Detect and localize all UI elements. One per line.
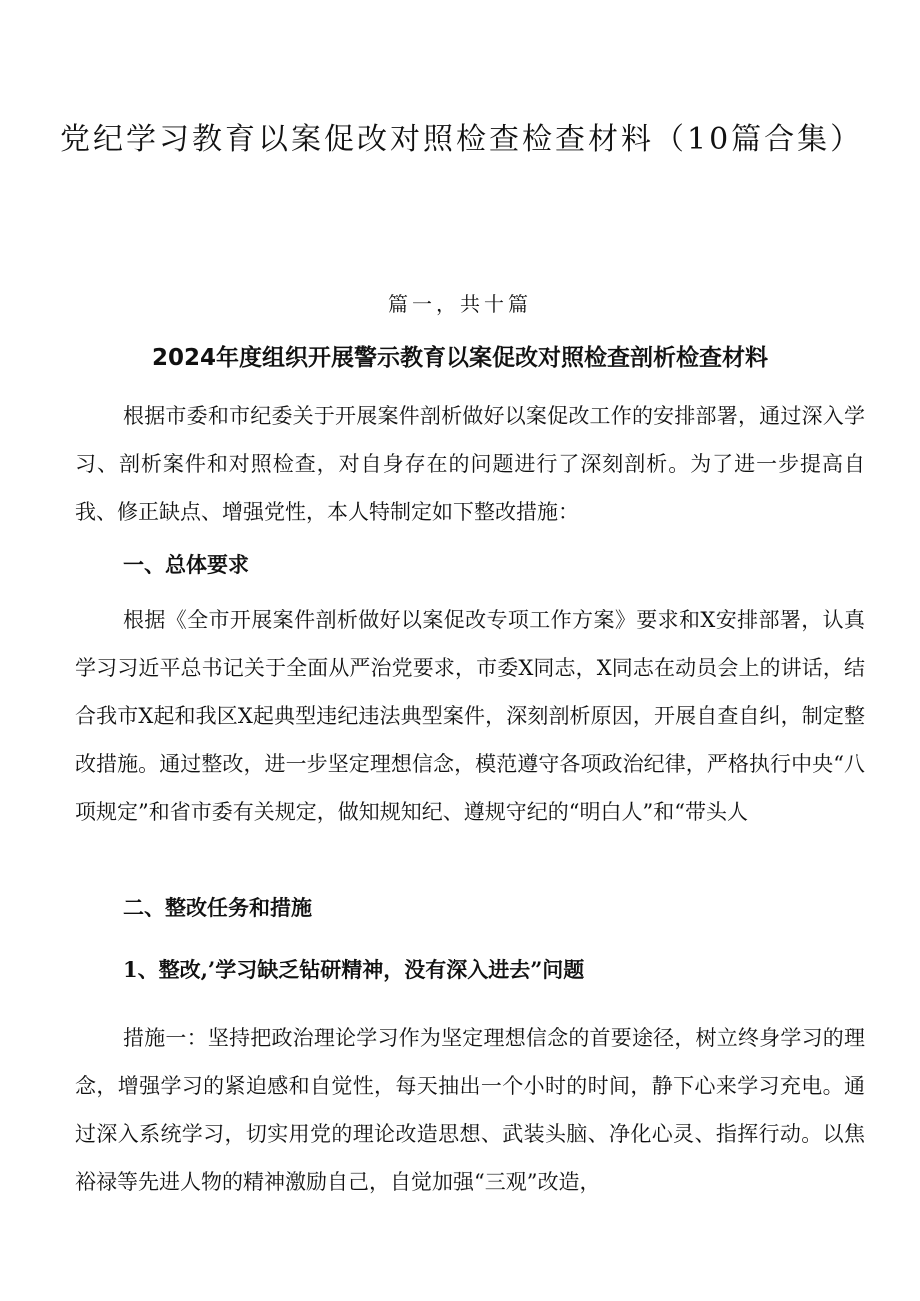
measure-one-paragraph: 措施一：坚持把政治理论学习作为坚定理想信念的首要途径，树立终身学习的理念，增强学习的紧迫感和自觉性，每天抽出一个小时的时间，静下心来学习充电。通过深入系统学习，切实用党的理论改造思想、武装头脑、净化心灵、指挥行动。以焦裕禄等先进人物的精神激励自己，自觉加强“三观”改造， bbox=[75, 1026, 865, 1194]
section-two-heading: 二、整改任务和措施 bbox=[123, 895, 312, 920]
item-one-heading: 1、整改,’学习缺乏钻研精神，没有深入进去”问题 bbox=[123, 957, 585, 982]
article-subtitle: 2024年度组织开展警示教育以案促改对照检查剖析检查材料 bbox=[151, 345, 768, 371]
document-title: 党纪学习教育以案促改对照检查检查材料（10篇合集） bbox=[60, 122, 864, 157]
section-one-paragraph: 根据《全市开展案件剖析做好以案促改专项工作方案》要求和X安排部署，认真学习习近平总书记关于全面从严治党要求，市委X同志，X同志在动员会上的讲话，结合我市X起和我区X起典型违纪违法典型案件，深刻剖析原因，开展自查自纠，制定整改措施。通过整改，进一步坚定理想信念，模范遵守各项政治纪律，严格执行中央“八项规定”和省市委有关规定，做知规知纪、遵规守纪的“明白人”和“带头人 bbox=[75, 608, 865, 824]
section-one-heading: 一、总体要求 bbox=[123, 553, 249, 577]
chapter-label: 篇一，共十篇 bbox=[388, 292, 532, 316]
intro-paragraph: 根据市委和市纪委关于开展案件剖析做好以案促改工作的安排部署，通过深入学习、剖析案件和对照检查，对自身存在的问题进行了深刻剖析。为了进一步提高自我、修正缺点、增强党性，本人特制定如下整改措施： bbox=[75, 404, 865, 524]
